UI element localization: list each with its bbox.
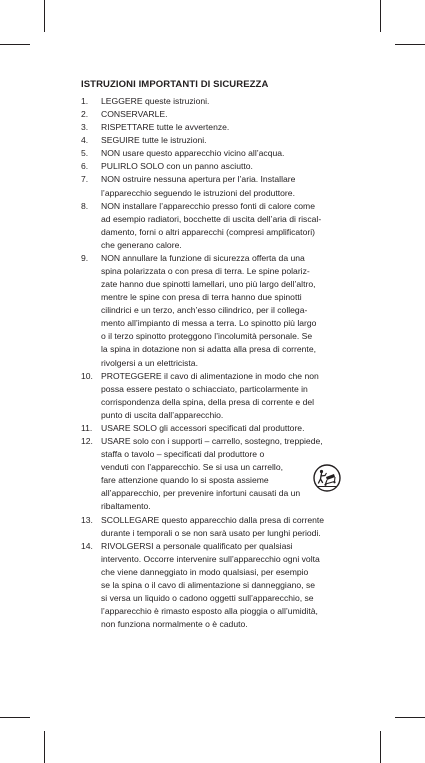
- item-number: 3.: [81, 122, 89, 133]
- list-item: [81, 422, 349, 435]
- item-text: RIVOLGERSI a personale qualificato per qualsiasi intervento. Occorre intervenire sull’apparecchio ogni volta che viene danneggiato in modo qualsiasi, per esempio se la spina o il cavo di alimentazione si danneggiano, se si versa un liquido o cadono oggetti sull’apparecchio, se l’apparecchio è rimasto esposto alla pioggia o all’umidità, non funziona normalmente o è caduto.: [101, 540, 320, 630]
- crop-mark-top-right: [380, 0, 381, 32]
- item-text: SEGUIRE tutte le istruzioni.: [101, 135, 207, 146]
- item-number: 5.: [81, 148, 89, 159]
- item-text: PROTEGGERE il cavo di alimentazione in modo che non possa essere pestato o schiacciato, particolarmente in corrispondenza della spina, della presa di corrente e del punto di uscita dall’apparecchio.: [101, 370, 319, 420]
- list-item: [81, 134, 349, 147]
- item-number: 11.: [81, 422, 93, 433]
- crop-mark-bottom-right: [380, 731, 381, 763]
- item-text: CONSERVARLE.: [101, 109, 168, 120]
- item-number: 10.: [81, 370, 93, 381]
- crop-mark-right-top: [395, 44, 425, 45]
- list-item: [81, 121, 349, 134]
- item-number: 2.: [81, 109, 89, 120]
- crop-mark-left-bottom: [0, 717, 30, 718]
- item-text: NON installare l’apparecchio presso fonti di calore come ad esempio radiatori, bocchette di uscita dell’aria di riscal- damento, forni o altri apparecchi (compresi amplificatori) che generano calore.: [101, 200, 322, 250]
- item-text: LEGGERE queste istruzioni.: [101, 96, 210, 106]
- list-item: [81, 108, 349, 121]
- list-item: [81, 200, 349, 252]
- list-item: [81, 160, 349, 173]
- list-item: [81, 95, 349, 108]
- item-number: 9.: [81, 252, 89, 263]
- item-number: 14.: [81, 540, 93, 551]
- list-item: [81, 173, 349, 199]
- item-number: 8.: [81, 200, 89, 211]
- item-number: 1.: [81, 96, 89, 106]
- cart-tip-over-warning-icon: [313, 464, 341, 492]
- item-number: 13.: [81, 514, 93, 525]
- list-item: [81, 147, 349, 160]
- item-text: RISPETTARE tutte le avvertenze.: [101, 122, 230, 133]
- item-text: NON usare questo apparecchio vicino all’acqua.: [101, 148, 285, 159]
- item-text: SCOLLEGARE questo apparecchio dalla presa di corrente durante i temporali o se non sarà usato per lunghi periodi.: [101, 514, 325, 538]
- crop-mark-left-top: [0, 44, 30, 45]
- item-number: 6.: [81, 161, 89, 172]
- item-text: NON ostruire nessuna apertura per l’aria. Installare l’apparecchio seguendo le istruzioni del produttore.: [101, 174, 296, 198]
- list-item: [81, 514, 349, 540]
- list-item: [81, 540, 349, 632]
- crop-mark-top-left: [44, 0, 45, 32]
- item-text: USARE SOLO gli accessori specificati dal produttore.: [101, 422, 305, 433]
- list-item: [81, 435, 349, 513]
- item-number: 12.: [81, 436, 93, 447]
- item-text: USARE solo con i supporti – carrello, sostegno, treppiede, staffa o tavolo – specificati dal produttore o venduti con l’apparecchio. Se si usa un carrello, fare attenzione quando lo si sposta assieme all’apparecchio, per prevenire infortuni causati da un ribaltamento.: [101, 436, 323, 512]
- list-item: [81, 370, 349, 422]
- item-text: PULIRLO SOLO con un panno asciutto.: [101, 161, 253, 172]
- crop-mark-bottom-left: [44, 731, 45, 763]
- item-number: 4.: [81, 135, 89, 146]
- safety-instructions-title: ISTRUZIONI IMPORTANTI DI SICUREZZA: [81, 79, 269, 90]
- crop-mark-right-bottom: [395, 717, 425, 718]
- safety-instructions-list: [81, 95, 349, 631]
- item-text: NON annullare la funzione di sicurezza offerta da una spina polarizzata o con presa di terra. Le spine polariz- zate hanno due spinotti lamellari, uno più largo dell’altro, mentre le spine con presa di terra hanno due spinotti cilindrici e un terzo, anch’esso cilindrico, per il collega- mento all’impianto di messa a terra. Lo spinotto più largo o il terzo spinotto proteggono l’incolumità personale. Se la spina in dotazione non si adatta alla presa di corrente, rivolgersi a un elettricista.: [101, 252, 317, 368]
- list-item: [81, 252, 349, 370]
- item-number: 7.: [81, 174, 89, 185]
